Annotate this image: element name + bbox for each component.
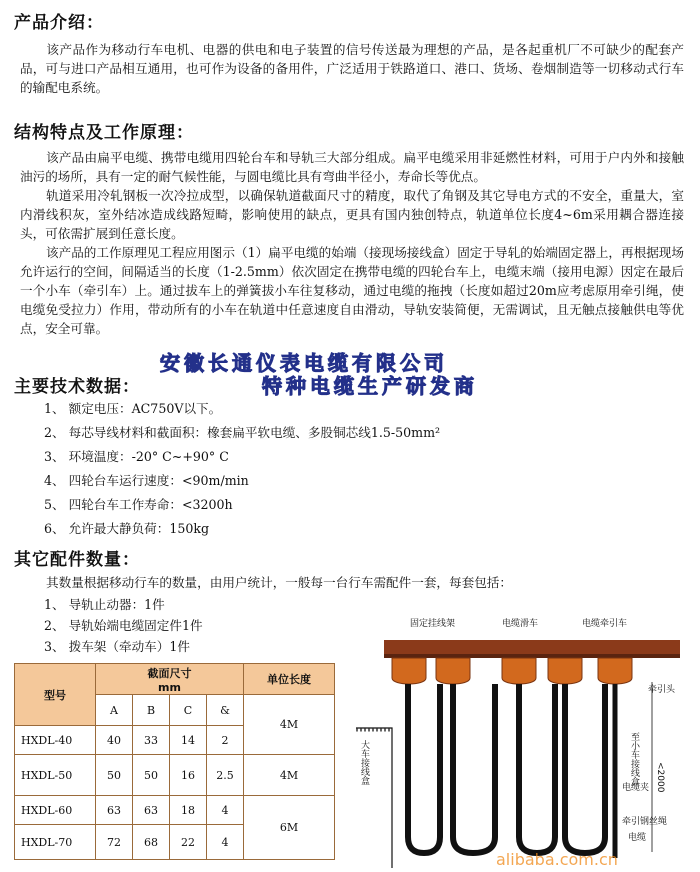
cable-loops (408, 684, 605, 853)
table-cell: 50 (133, 755, 170, 796)
table-cell: 72 (96, 825, 133, 860)
label-cable-clamp: 电缆夹 (622, 783, 650, 793)
table-cell: 16 (170, 755, 207, 796)
label-steel-rope: 牵引钢丝绳 (622, 817, 668, 827)
col-header: C (170, 695, 207, 726)
tech-item: 4、 四轮台车运行速度：<90m/min (44, 473, 249, 488)
section-title-tech: 主要技术数据： (14, 377, 140, 397)
table-row-model: HXDL-70 (15, 825, 96, 860)
tech-item: 6、 允许最大静负荷：150kg (44, 521, 210, 536)
table-cell: 63 (96, 796, 133, 825)
label-big-box: 大车接线盒 (359, 740, 369, 785)
table-row-model: HXDL-60 (15, 796, 96, 825)
tech-item: 3、 环境温度：-20° C~+90° C (44, 449, 229, 464)
label-tow-trolley: 电缆牵引车 (582, 619, 628, 629)
label-tow-head: 牵引头 (648, 685, 676, 695)
table-cell: 2 (207, 726, 244, 755)
intro-paragraph: 该产品作为移动行车电机、电器的供电和电子装置的信号传送最为理想的产品，是各起重机厂不可缺少的配套产品，可与进口产品相互通用，也可作为设备的备用件，广泛适用于铁路道口、港口、货场、卷烟制造等一切移动式行车的输配电系统。 (20, 42, 684, 95)
label-dimension: <2000 (655, 762, 665, 793)
company-watermark-line1: 安徽长通仪表电缆有限公司 (160, 351, 448, 375)
tech-item: 2、 每芯导线材料和截面积：橡套扁平软电缆、多股铜芯线1.5-50mm² (44, 425, 441, 440)
length-cell: 4M (244, 755, 335, 796)
col-header: B (133, 695, 170, 726)
table-cell: 4 (207, 796, 244, 825)
rail-lip (384, 654, 680, 658)
table-cell: 2.5 (207, 755, 244, 796)
header-size: 截面尺寸 mm (96, 664, 244, 695)
label-cable: 电缆 (628, 833, 647, 843)
table-cell: 63 (133, 796, 170, 825)
tech-item: 1、 额定电压：AC750V以下。 (44, 401, 222, 416)
table-row-model: HXDL-40 (15, 726, 96, 755)
header-model: 型号 (15, 664, 96, 726)
application-diagram (352, 612, 692, 868)
table-cell: 50 (96, 755, 133, 796)
table-cell: 14 (170, 726, 207, 755)
col-header: & (207, 695, 244, 726)
label-small-box: 至小车接线盒 (629, 732, 639, 786)
structure-paragraph-2: 轨道采用冷轧钢板一次冷拉成型，以确保轨道截面尺寸的精度，取代了角钢及其它导电方式的不安全，重量大，室内滑线积灰，室外结冰造成线路短畸，影响使用的缺点，更具有国内独创特点，轨道单位长度4~6m采用耦合器连接头，可依需扩展到任意长度。 (20, 188, 684, 241)
col-header: A (96, 695, 133, 726)
trolley (392, 658, 632, 684)
table-row-model: HXDL-50 (15, 755, 96, 796)
spec-table (14, 663, 335, 860)
parts-item: 2、 导轨始端电缆固定件1件 (44, 618, 203, 633)
parts-item: 3、 拨车架（牵动车）1件 (44, 639, 190, 654)
table-cell: 4 (207, 825, 244, 860)
header-length: 单位长度 (244, 664, 335, 695)
label-cable-trolley: 电缆滑车 (502, 619, 539, 629)
brand-watermark: alibaba.com.cn (496, 850, 618, 869)
structure-paragraph-1: 该产品由扁平电缆、携带电缆用四轮台车和导轨三大部分组成。扁平电缆采用非延燃性材料，可用于户内外和接触油污的场所，具有一定的耐气候性能，与圆电缆比具有弯曲半径小，寿命长等优点。 (20, 150, 684, 184)
table-cell: 68 (133, 825, 170, 860)
rail (384, 640, 680, 654)
length-cell: 4M (244, 695, 335, 755)
section-title-parts: 其它配件数量： (14, 550, 140, 570)
table-cell: 22 (170, 825, 207, 860)
section-title-intro: 产品介绍： (14, 13, 104, 33)
company-watermark-line2: 特种电缆生产研发商 (262, 374, 478, 398)
length-cell: 6M (244, 796, 335, 860)
section-title-structure: 结构特点及工作原理： (14, 123, 194, 143)
label-fixed-frame: 固定挂线架 (410, 619, 456, 629)
parts-item: 1、 导轨止动器：1件 (44, 597, 165, 612)
table-cell: 33 (133, 726, 170, 755)
parts-intro: 其数量根据移动行车的数量，由用户统计，一般每一台行车需配件一套，每套包括： (46, 575, 512, 590)
tech-item: 5、 四轮台车工作寿命：<3200h (44, 497, 233, 512)
table-cell: 40 (96, 726, 133, 755)
structure-paragraph-3: 该产品的工作原理见工程应用图示（1）扁平电缆的始端（接现场接线盒）固定于导轧的始端固定器上，再根据现场允许运行的空间，间隔适当的长度（1-2.5mm）依次固定在携带电缆的四轮台车上，电缆末端（接用电源）因定在最后一个小车（牵引车）上。通过拔车上的弹簧拔小车往复移动，通过电缆的拖拽（长度如超过20m应考虑原用牵引绳，使电缆免受拉力）作用，带动所有的小车在轨道中任意速度自由滑动，导轨安装简便，无需调试，且无触点接触供电等优点，安全可靠。 (20, 245, 684, 336)
table-cell: 18 (170, 796, 207, 825)
